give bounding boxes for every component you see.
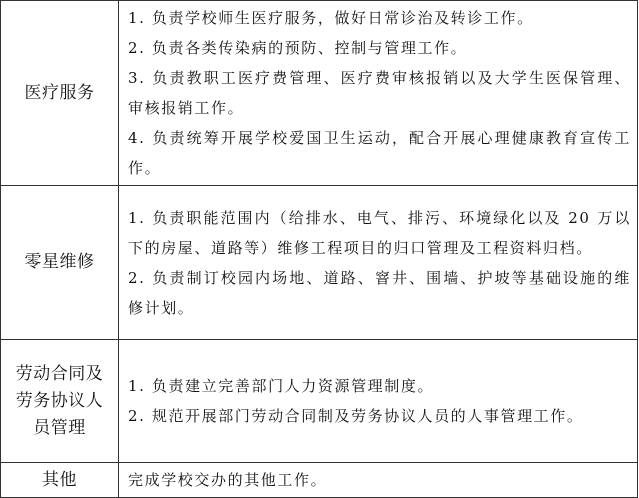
duties-cell <box>119 1 638 186</box>
duty-item: 2. 负责各类传染病的预防、控制与管理工作。 <box>128 39 468 57</box>
duties-cell <box>119 340 638 463</box>
category-cell <box>1 340 119 463</box>
table-row-repair <box>1 186 638 340</box>
duty-item: 1. 负责职能范围内（给排水、电气、排污、环境绿化以及 20 万以下的房屋、道路等）维修工程项目的归口管理及工程资料归档。 <box>128 208 631 257</box>
duties-cell <box>119 186 638 340</box>
duty-item: 4. 负责统筹开展学校爱国卫生运动，配合开展心理健康教育宣传工作。 <box>128 129 631 177</box>
category-label: 其他 <box>42 469 77 490</box>
category-cell <box>1 186 119 340</box>
duty-item: 完成学校交办的其他工作。 <box>128 471 328 489</box>
duty-item: 3. 负责教职工医疗费管理、医疗费审核报销以及大学生医保管理、审核报销工作。 <box>128 69 631 117</box>
table-row-other <box>1 463 638 498</box>
duties-cell <box>119 463 638 498</box>
table-row-medical <box>1 1 638 186</box>
duty-item: 1. 负责建立完善部门人力资源管理制度。 <box>128 377 435 395</box>
category-label: 劳动合同及劳务协议人员管理 <box>15 363 104 438</box>
duty-item: 2. 规范开展部门劳动合同制及劳务协议人员的人事管理工作。 <box>128 407 584 425</box>
table-row-labor <box>1 340 638 463</box>
category-label: 零星维修 <box>24 252 95 272</box>
duty-item: 1. 负责学校师生医疗服务，做好日常诊治及转诊工作。 <box>128 9 534 27</box>
duty-item: 2. 负责制订校园内场地、道路、窨井、围墙、护坡等基础设施的维修计划。 <box>128 268 631 317</box>
category-cell <box>1 1 119 186</box>
category-label: 医疗服务 <box>24 82 95 103</box>
category-cell <box>1 463 119 498</box>
